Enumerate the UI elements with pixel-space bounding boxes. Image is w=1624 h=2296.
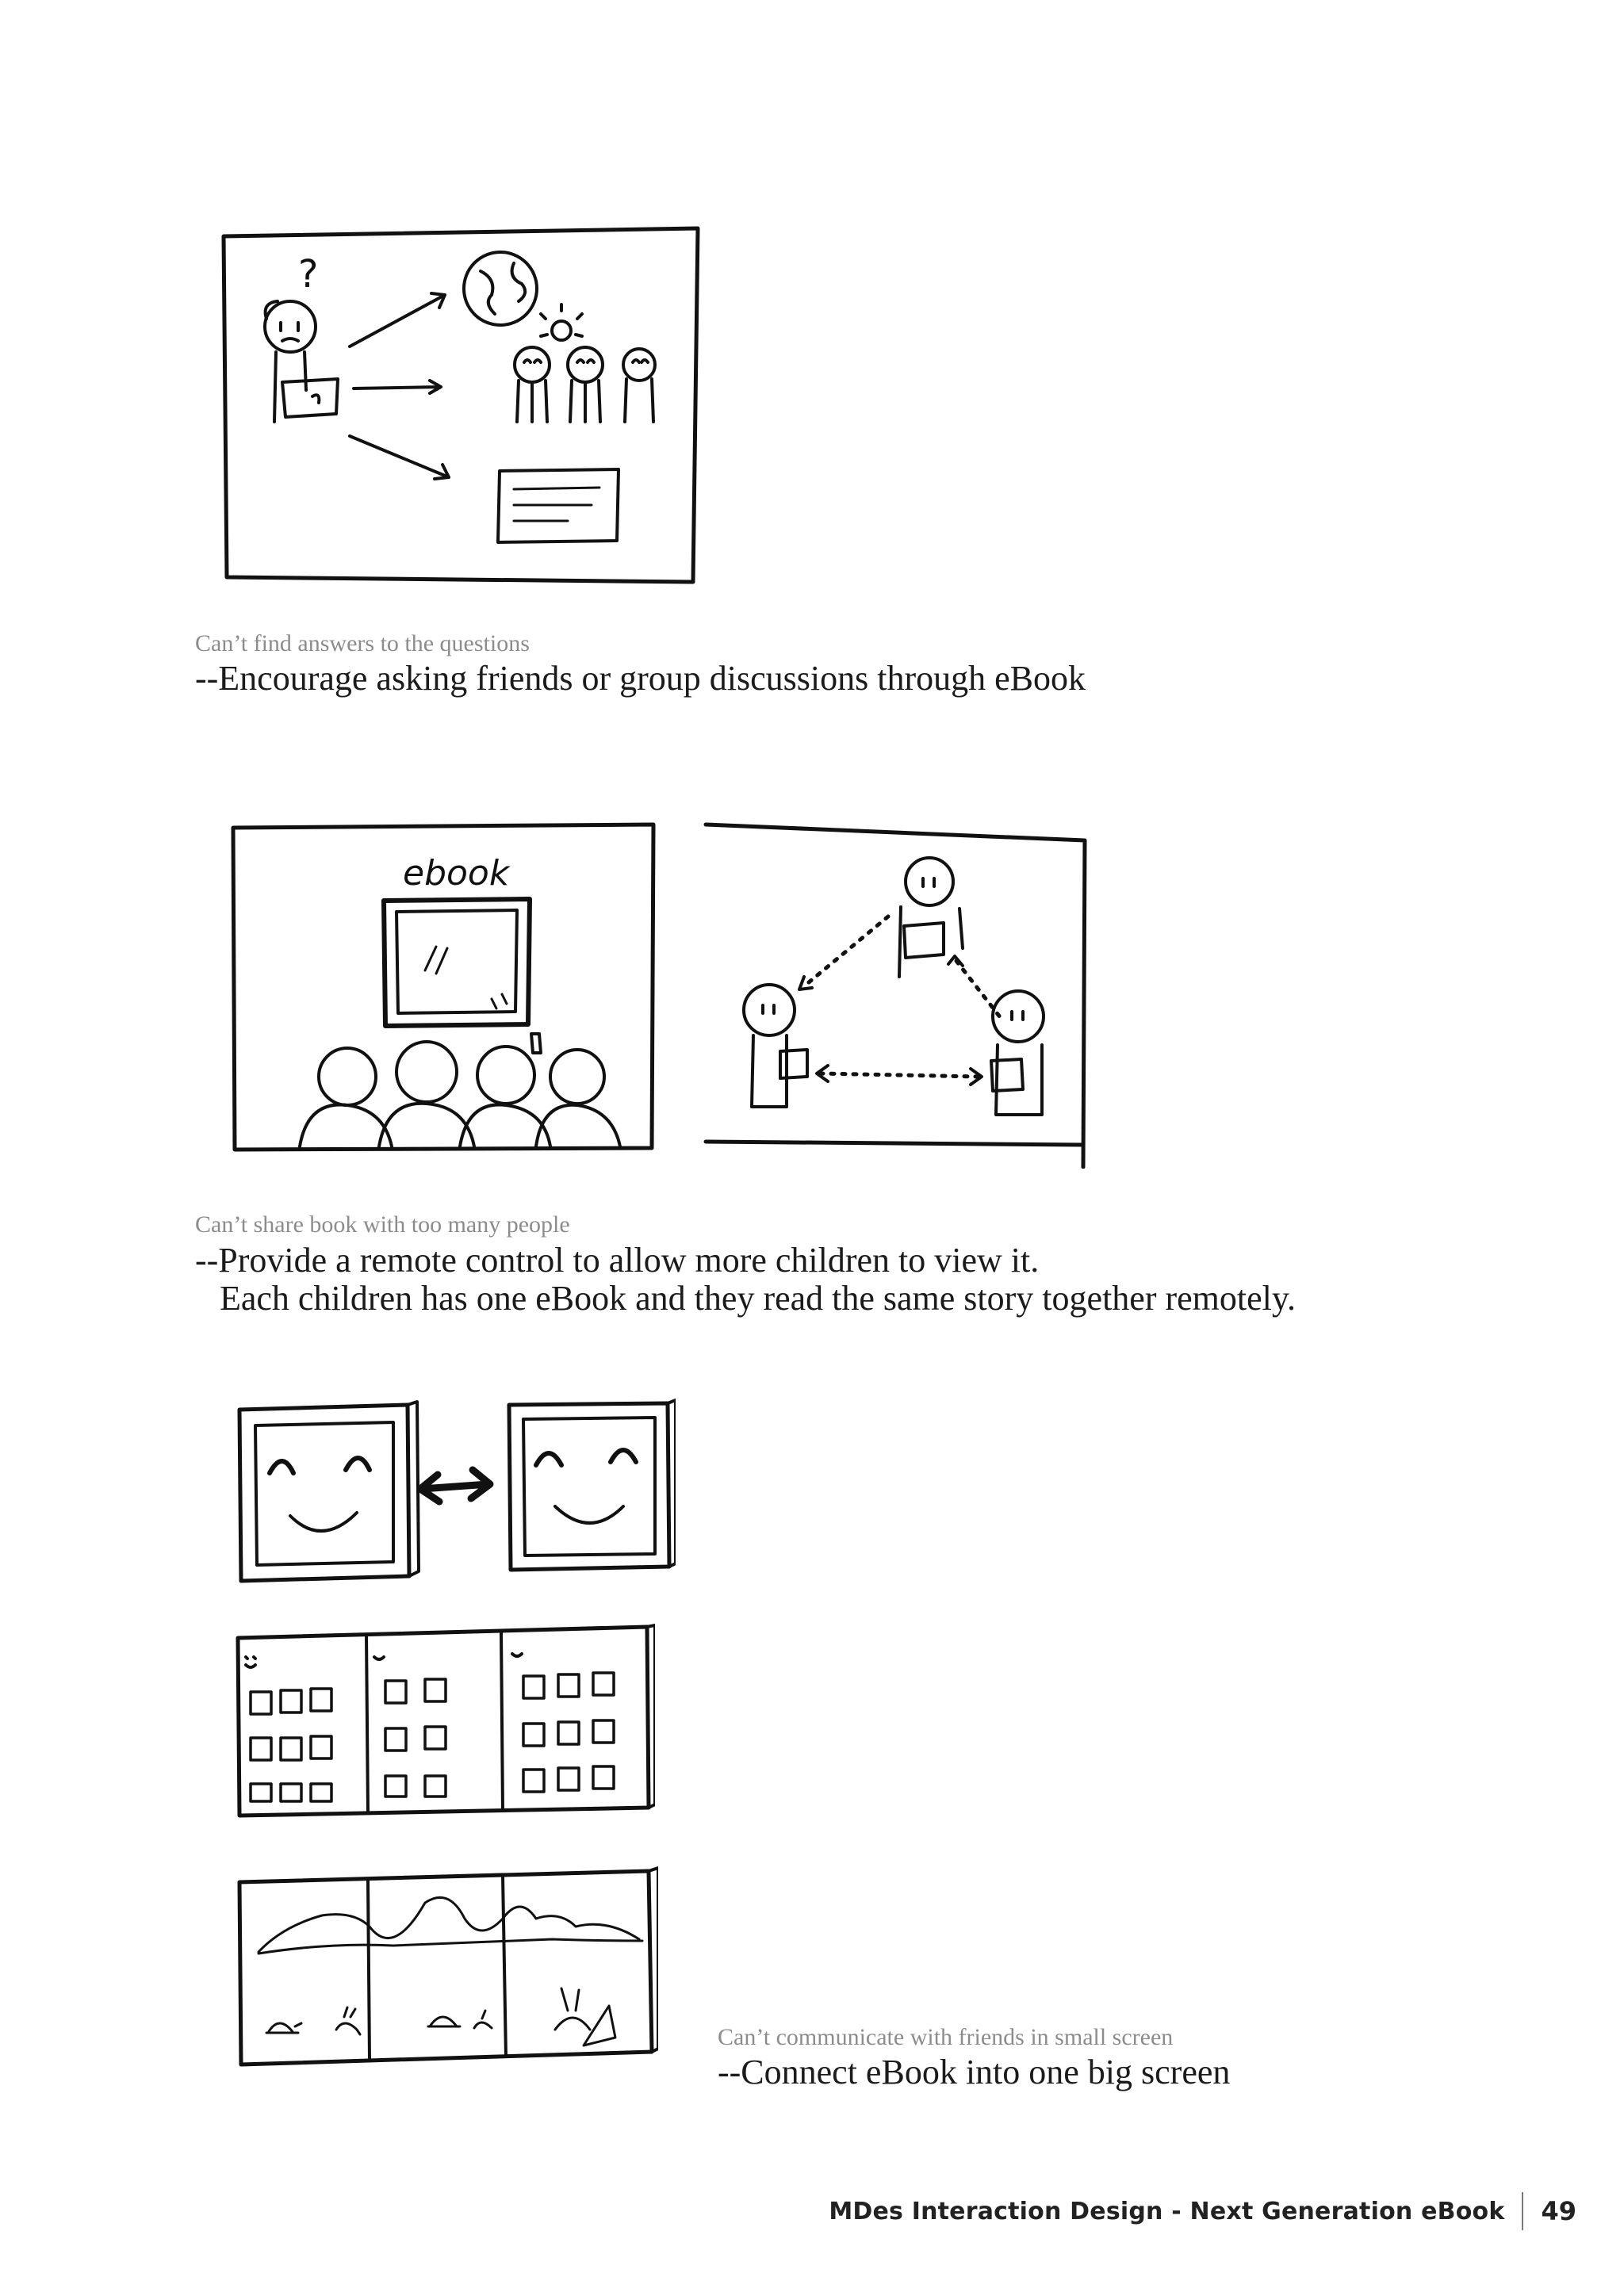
sketch-ebook-wall xyxy=(228,821,658,1153)
caption-find-answers: Can’t find answers to the questions xyxy=(195,630,530,656)
solution-small-screen xyxy=(718,2053,1230,2091)
sketch-remote-sharing xyxy=(701,821,1090,1169)
sketch-panorama-story xyxy=(235,1863,658,2068)
footer-divider xyxy=(1522,2192,1523,2230)
solution-line: --Provide a remote control to allow more children to view it. xyxy=(195,1241,1040,1280)
sketch-find-answers xyxy=(219,224,704,588)
solution-line: Each children has one eBook and they read the same story together remotely. xyxy=(220,1279,1296,1318)
footer-title: MDes Interaction Design - Next Generation eBook xyxy=(829,2197,1505,2225)
page-number: 49 xyxy=(1541,2196,1576,2226)
solution-share-book xyxy=(195,1242,1296,1318)
ebook-label: ebook xyxy=(403,853,510,894)
caption-share-book: Can’t share book with too many people xyxy=(195,1211,570,1238)
page-footer xyxy=(829,2191,1576,2232)
caption-small-screen: Can’t communicate with friends in small screen xyxy=(718,2024,1174,2050)
solution-line: --Encourage asking friends or group discussions through eBook xyxy=(195,659,1086,698)
sketch-connected-grids xyxy=(235,1622,655,1820)
solution-find-answers xyxy=(195,660,1086,698)
sketch-smiley-devices xyxy=(235,1397,676,1586)
svg-text:?: ? xyxy=(298,252,319,297)
solution-line: --Connect eBook into one big screen xyxy=(718,2053,1231,2091)
